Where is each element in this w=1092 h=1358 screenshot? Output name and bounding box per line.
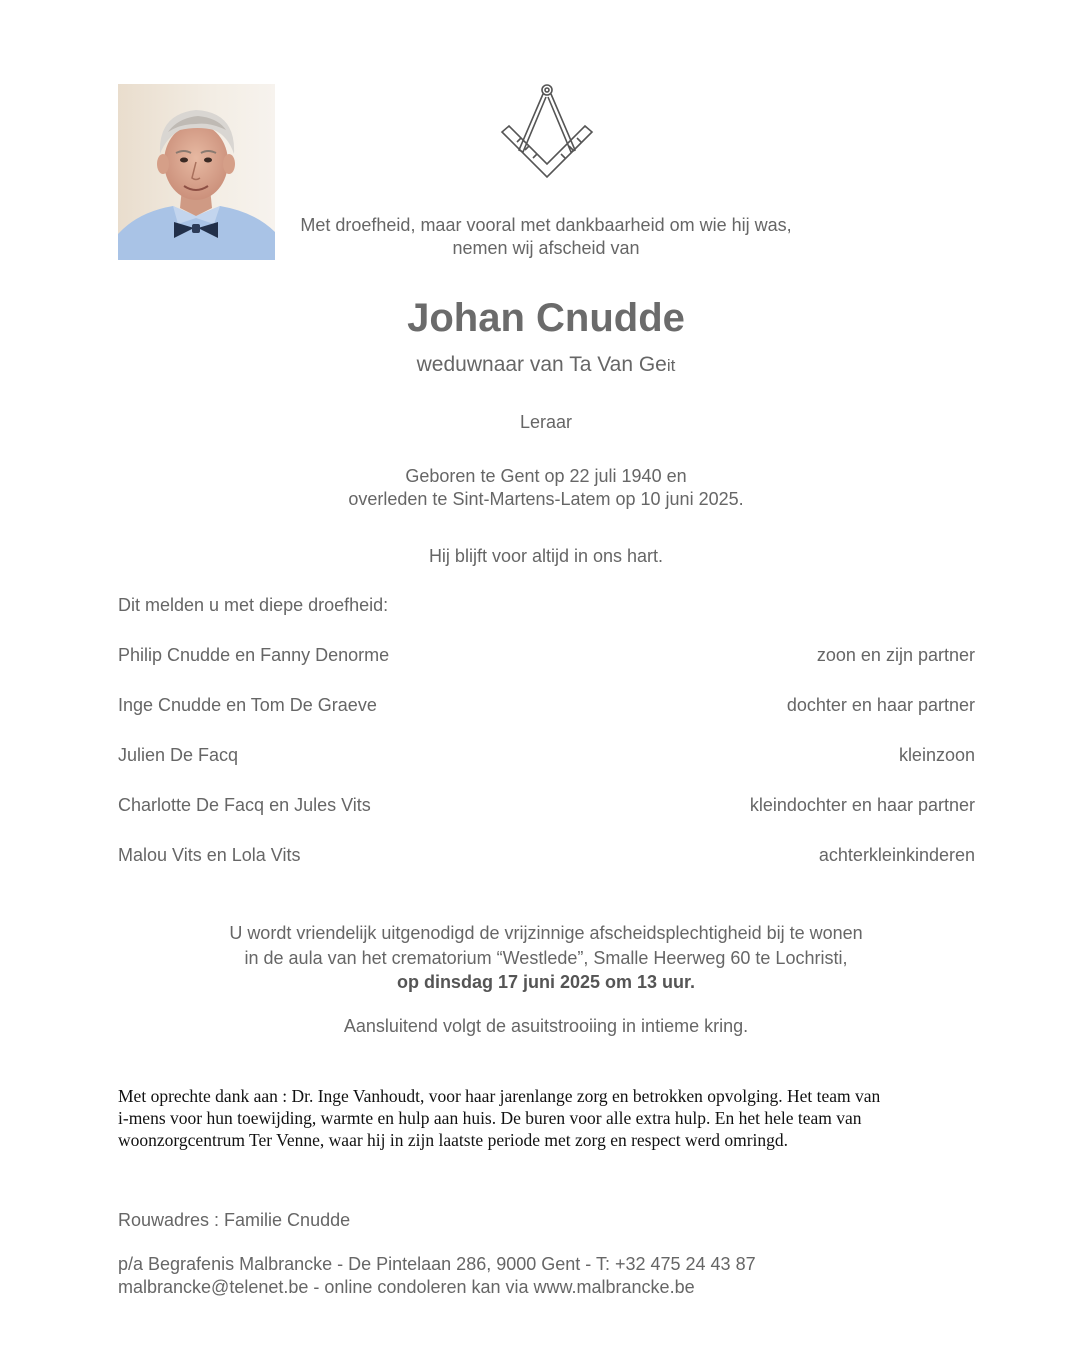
memory-line: Hij blijft voor altijd in ons hart.: [428, 546, 664, 566]
deceased-relation: [0, 353, 1092, 377]
life-dates: [0, 465, 1092, 511]
died-line: overleden te Sint-Martens-Latem op 10 juni 2025.: [348, 489, 744, 509]
family-member-relation: achterkleinkinderen: [818, 845, 975, 865]
family-row: [118, 795, 975, 819]
relation-main: weduwnaar van Ta Van Ge: [416, 353, 667, 376]
thanks-paragraph: [118, 1085, 958, 1151]
relation-tail: it: [666, 356, 676, 375]
deceased-name: Johan Cnudde: [407, 296, 685, 340]
ceremony-invitation: [0, 921, 1092, 995]
address-line-2: malbrancke@telenet.be - online condoleren kan via www.malbrancke.be: [118, 1277, 695, 1297]
ceremony-followup: Aansluitend volgt de asuitstrooiing in intieme kring.: [343, 1016, 749, 1036]
family-member-relation: zoon en zijn partner: [816, 645, 975, 665]
born-line: Geboren te Gent op 22 juli 1940 en: [405, 466, 687, 486]
ceremony-line-1: U wordt vriendelijk uitgenodigd de vrijzinnige afscheidsplechtigheid bij te wonen: [229, 923, 863, 943]
family-member-name: Philip Cnudde en Fanny Denorme: [118, 645, 390, 665]
family-member-relation: kleindochter en haar partner: [749, 795, 975, 815]
family-member-name: Inge Cnudde en Tom De Graeve: [118, 695, 377, 715]
family-member-name: Charlotte De Facq en Jules Vits: [118, 795, 371, 815]
family-heading: Dit melden u met diepe droefheid:: [118, 595, 389, 615]
rouwadres: Rouwadres : Familie Cnudde: [118, 1210, 351, 1230]
family-row: [118, 645, 975, 669]
family-member-name: Julien De Facq: [118, 745, 239, 765]
intro-text: [0, 214, 1092, 260]
thanks-line-2: i-mens voor hun toewijding, warmte en hulp aan huis. De buren voor alle extra hulp. En het hele team van: [118, 1108, 862, 1128]
thanks-line-3: woonzorgcentrum Ter Venne, waar hij in zijn laatste periode met zorg en respect werd omringd.: [118, 1130, 789, 1150]
family-row: [118, 695, 975, 719]
family-member-relation: dochter en haar partner: [786, 695, 975, 715]
family-member-name: Malou Vits en Lola Vits: [118, 845, 301, 865]
family-member-relation: kleinzoon: [898, 745, 975, 765]
funeral-home-address: [118, 1253, 756, 1299]
intro-line-2: nemen wij afscheid van: [452, 238, 640, 258]
family-row: [118, 745, 975, 769]
square-and-compass-icon: [497, 80, 597, 180]
ceremony-datetime: op dinsdag 17 juni 2025 om 13 uur.: [396, 972, 696, 992]
profession: Leraar: [519, 412, 573, 432]
family-row: [118, 845, 975, 869]
thanks-line-1: Met oprechte dank aan : Dr. Inge Vanhoudt, voor haar jarenlange zorg en betrokken opvolging. Het team van: [118, 1086, 881, 1106]
intro-line-1: Met droefheid, maar vooral met dankbaarheid om wie hij was,: [300, 215, 792, 235]
address-line-1: p/a Begrafenis Malbrancke - De Pintelaan 286, 9000 Gent - T: +32 475 24 43 87: [118, 1254, 756, 1274]
ceremony-line-2: in de aula van het crematorium “Westlede”, Smalle Heerweg 60 te Lochristi,: [244, 947, 848, 968]
